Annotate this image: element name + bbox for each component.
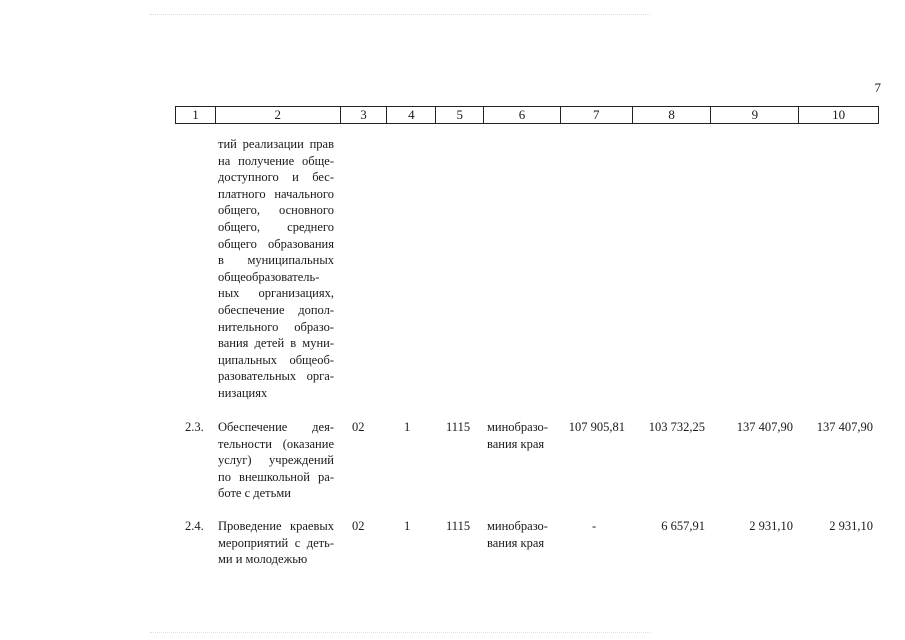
text-line: услуг) учреждений bbox=[218, 453, 334, 468]
table-header-row bbox=[175, 106, 879, 124]
text-line: ми и молодежью bbox=[218, 552, 308, 567]
row-number: 2.3. bbox=[185, 420, 204, 434]
col-10-value: 137 407,90 bbox=[816, 420, 873, 434]
text-line: Проведение краевых bbox=[218, 519, 334, 533]
text-line: по внешкольной ра- bbox=[218, 469, 334, 484]
header-col-2: 2 bbox=[216, 107, 341, 123]
header-col-1: 1 bbox=[176, 107, 216, 123]
col-3-value: 02 bbox=[352, 420, 365, 434]
col-7-value: 107 905,81 bbox=[568, 420, 625, 434]
text-line: мероприятий с деть- bbox=[218, 535, 334, 550]
row-description bbox=[218, 518, 334, 568]
col-6-value-line-1: минобразо- bbox=[487, 519, 548, 533]
header-col-6: 6 bbox=[484, 107, 561, 123]
page-number: 7 bbox=[874, 80, 881, 95]
text-line: общего образования bbox=[218, 236, 334, 251]
text-line: на получение обще- bbox=[218, 153, 334, 168]
text-line: ципальных общеоб- bbox=[218, 352, 334, 367]
row-description bbox=[218, 419, 334, 502]
text-line: общего, основного bbox=[218, 203, 334, 218]
col-6-value-line-2: вания края bbox=[487, 536, 545, 550]
col-6-value-line-1: минобразо- bbox=[487, 420, 548, 434]
text-line: низациях bbox=[218, 385, 268, 400]
col-8-value: 103 732,25 bbox=[648, 420, 705, 434]
header-col-9: 9 bbox=[711, 107, 799, 123]
col-4-value: 1 bbox=[404, 519, 411, 533]
continued-description bbox=[218, 136, 334, 402]
col-5-value: 1115 bbox=[446, 420, 471, 434]
text-line: доступного и бес- bbox=[218, 170, 334, 185]
text-line: в муниципальных bbox=[218, 253, 334, 268]
scan-artifact-bottom bbox=[150, 632, 650, 637]
text-line: боте с детьми bbox=[218, 486, 291, 501]
header-col-10: 10 bbox=[832, 107, 846, 122]
text-line: общеобразователь- bbox=[218, 269, 320, 284]
col-3-value: 02 bbox=[352, 519, 365, 533]
header-col-4: 4 bbox=[387, 107, 436, 123]
text-line: Обеспечение дея- bbox=[218, 420, 334, 434]
text-line: тельности (оказание bbox=[218, 436, 334, 451]
col-4-value: 1 bbox=[404, 420, 411, 434]
col-6-value-line-2: вания края bbox=[487, 437, 545, 451]
text-line: нительного образо- bbox=[218, 319, 334, 334]
text-line: общего, среднего bbox=[218, 219, 334, 234]
col-7-value: - bbox=[592, 519, 597, 533]
col-5-value: 1115 bbox=[446, 519, 471, 533]
col-9-value: 137 407,90 bbox=[736, 420, 793, 434]
text-line: вания детей в муни- bbox=[218, 336, 334, 351]
text-line: разовательных орга- bbox=[218, 369, 334, 384]
text-line: ных организациях, bbox=[218, 286, 334, 301]
col-10-value: 2 931,10 bbox=[829, 519, 873, 533]
text-line: тий реализации прав bbox=[218, 137, 334, 151]
col-8-value: 6 657,91 bbox=[661, 519, 705, 533]
text-line: платного начального bbox=[218, 186, 334, 201]
header-col-3: 3 bbox=[341, 107, 388, 123]
row-number: 2.4. bbox=[185, 519, 204, 533]
text-line: обеспечение допол- bbox=[218, 302, 334, 317]
header-col-7: 7 bbox=[561, 107, 633, 123]
header-col-8: 8 bbox=[633, 107, 712, 123]
header-col-5: 5 bbox=[436, 107, 484, 123]
col-9-value: 2 931,10 bbox=[749, 519, 793, 533]
scan-artifact-top bbox=[150, 14, 650, 19]
